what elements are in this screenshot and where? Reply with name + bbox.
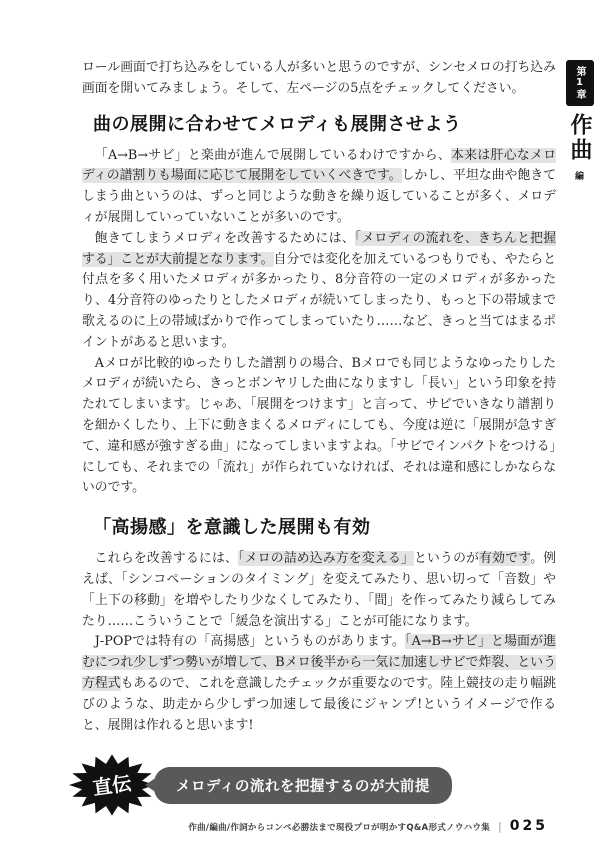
body-paragraph: 「A→B→サビ」と楽曲が進んで展開しているわけですから、本来は肝心なメロディの譜割りも場面に応じて展開をしていくべきです。しかし、平坦な曲や飽きてしまう曲というのは、ずっと同じような動きを繰り返していることが多く、メロディが展開していっていないことが多いのです。 — [82, 147, 557, 225]
chapter-number: 第1章 — [574, 66, 585, 100]
footer-caption: 作曲/編曲/作詞からコンペ必勝法まで現役プロが明かすQ&A形式ノウハウ集 — [188, 823, 491, 833]
body-paragraph: これらを改善するには、「メロの詰め込み方を変える」というのが有効です。例えば、「シンコペーションのタイミング」を変えてみたり、思い切って「音数」や「上下の移動」を増やしたり少なくしてみたり、「間」を作ってみたり減らしてみたり……こういうことで「緩急を演出する」ことが可能になります。 — [82, 551, 557, 629]
page-footer — [188, 818, 548, 834]
chapter-number-box — [566, 60, 594, 106]
chapter-tab — [563, 60, 596, 182]
page-number: 025 — [509, 818, 548, 834]
body-paragraph: Aメロが比較的ゆったりした譜割りの場合、Bメロでも同じようなゆったりしたメロディが続いたら、きっとボンヤリした曲になりますし「長い」という印象を持たれてしまいます。じゃあ、「展開をつけます」と言って、サビでいきなり譜割りを細かくしたり、上下に動きまくるメロディにしても、今度は逆に「展開が急すぎて、違和感が強すぎる曲」になってしまいますよね。「サビでインパクトをつける」にしても、それまでの「流れ」が作られていなければ、それは違和感にしかならないのです。 — [82, 355, 556, 496]
body-paragraph: 飽きてしまうメロディを改善するためには、「メロディの流れを、きちんと把握する」ことが大前提となります。自分では変化を加えているつもりでも、やたらと付点を多く用いたメロディが多かったり、8分音符の一定のメロディが多かったり、4分音符のゆったりとしたメロディが続いてしまったり、もっと下の帯域まで歌えるのに上の帯域ばかりで作ってしまっていたり……など、きっと当てはまるポイントがあると思います。 — [82, 230, 556, 350]
callout-text: メロディの流れを把握するのが大前提 — [176, 778, 430, 795]
badge-label: 直伝 — [91, 771, 133, 800]
body-paragraph: J-POPでは特有の「高揚感」というものがあります。「A→B→サビ」と場面が進むにつれ少しずつ勢いが増して、Bメロ後半から一気に加速しサビで炸裂、という方程式もあるので、これを意識したチェックが重要なのです。陸上競技の走り幅跳びのような、助走から少しずつ加速して最後にジャンプ!というイメージで作ると、展開は作れると思います! — [82, 634, 556, 733]
main-text-column — [82, 58, 556, 736]
callout-bubble — [154, 767, 452, 804]
chapter-title: 作曲 — [567, 113, 592, 163]
footer-separator: | — [498, 820, 502, 833]
direct-tip-callout — [66, 752, 452, 818]
bubble-tail-icon — [145, 777, 157, 793]
section-heading-2: 「高揚感」を意識した展開も有効 — [93, 517, 371, 539]
intro-paragraph: ロール画面で打ち込みをしている人が多いと思うのですが、シンセメロの打ち込み画面を開いてみましょう。そして、左ページの5点をチェックしてください。 — [82, 60, 556, 96]
chapter-suffix: 編 — [574, 172, 584, 182]
section-heading-1: 曲の展開に合わせてメロディも展開させよう — [93, 113, 462, 135]
